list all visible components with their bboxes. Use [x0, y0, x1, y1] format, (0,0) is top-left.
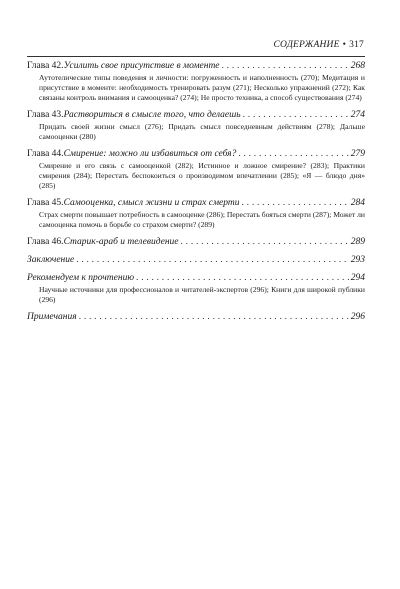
- toc-heading-line[interactable]: [27, 109, 365, 121]
- chapter-title: Раствориться в смысле того, что делаешь: [63, 110, 241, 120]
- section-list: Страх смерти повышает потребность в самооценке (286); Перестать бояться смерти (287); Может ли самооценка помочь в борьбе со страхом смерти? (289): [39, 210, 365, 229]
- section-title: Рекомендуем к прочтению: [27, 273, 135, 283]
- header-title: СОДЕРЖАНИЕ: [273, 40, 340, 50]
- section-list: Научные источники для профессионалов и читателей-экспертов (296); Книги для широкой публики (296): [39, 285, 365, 304]
- dot-leader: [242, 197, 349, 209]
- chapter-title: Усилить свое присутствие в моменте: [63, 61, 220, 71]
- header-page-number: 317: [349, 40, 364, 50]
- chapter-title: Старик-араб и телевидение: [63, 237, 179, 247]
- toc-entry-chapter-43: [27, 109, 365, 142]
- running-header: [273, 40, 364, 50]
- table-of-contents: [27, 60, 365, 329]
- dot-leader: [238, 148, 348, 160]
- toc-heading-line[interactable]: [27, 197, 365, 209]
- toc-heading-line[interactable]: [27, 236, 365, 248]
- section-title: Примечания: [27, 312, 77, 322]
- toc-heading-line[interactable]: [27, 148, 365, 160]
- header-rule: [27, 56, 365, 57]
- dot-leader: [136, 272, 349, 284]
- chapter-title: Смирение: можно ли избавиться от себя?: [63, 149, 237, 159]
- chapter-title: Самооценка, смысл жизни и страх смерти: [63, 198, 240, 208]
- header-bullet: •: [342, 40, 347, 50]
- chapter-label: Глава 42.: [27, 61, 64, 71]
- toc-entry-recommended-reading: [27, 272, 365, 305]
- page-ref: 289: [350, 237, 365, 247]
- toc-heading-line[interactable]: [27, 272, 365, 284]
- dot-leader: [181, 236, 349, 248]
- toc-entry-chapter-44: [27, 148, 365, 191]
- chapter-label: Глава 46.: [27, 237, 64, 247]
- toc-entry-conclusion: [27, 254, 365, 266]
- section-list: Придать своей жизни смысл (276); Придать смысл повседневным действиям (278); Дальше самооценки (280): [39, 122, 365, 141]
- section-list: Аутотелические типы поведения и личности: погруженность и наполненность (270); Медитация и присутствие в моменте: необходимость тренировать разум (271); Несколько упражнений (272); Как связаны контроль внимания и самооценка? (274); Не просто техника, а способ существования (274): [39, 73, 365, 102]
- toc-entry-notes: [27, 311, 365, 323]
- page-ref: 279: [350, 149, 365, 159]
- dot-leader: [243, 109, 349, 121]
- dot-leader: [79, 311, 349, 323]
- section-list: Смирение и его связь с самооценкой (282); Истинное и ложное смирение? (283); Практики смирения (284); Перестать беспокоиться о производимом впечатлении (285); «Я — блюдо дня» (285): [39, 161, 365, 190]
- page-ref: 284: [350, 198, 365, 208]
- toc-entry-chapter-42: [27, 60, 365, 103]
- chapter-label: Глава 43.: [27, 110, 64, 120]
- page-ref: 274: [350, 110, 365, 120]
- dot-leader: [76, 254, 349, 266]
- chapter-label: Глава 45.: [27, 198, 64, 208]
- toc-heading-line[interactable]: [27, 254, 365, 266]
- page-ref: 268: [350, 61, 365, 71]
- toc-entry-chapter-45: [27, 197, 365, 230]
- toc-heading-line[interactable]: [27, 311, 365, 323]
- toc-entry-chapter-46: [27, 236, 365, 248]
- page-ref: 293: [350, 255, 365, 265]
- chapter-label: Глава 44.: [27, 149, 64, 159]
- section-title: Заключение: [27, 255, 75, 265]
- page-ref: 296: [350, 312, 365, 322]
- dot-leader: [222, 60, 349, 72]
- toc-heading-line[interactable]: [27, 60, 365, 72]
- page-ref: 294: [350, 273, 365, 283]
